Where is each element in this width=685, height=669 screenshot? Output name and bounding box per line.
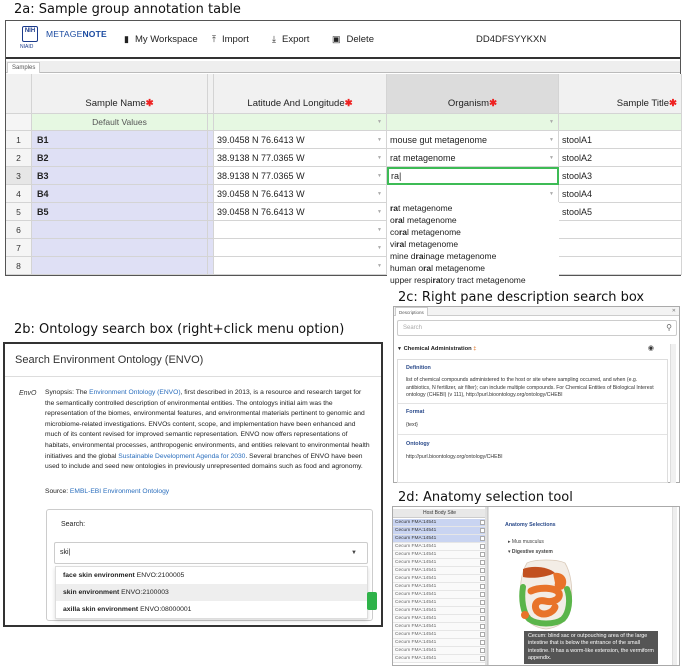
- sdg-link[interactable]: Sustainable Development Agenda for 2030: [118, 452, 246, 460]
- sample-name-cell[interactable]: B2: [32, 149, 208, 167]
- chevron-down-icon: ▼: [377, 245, 382, 251]
- format-text: {text}: [406, 422, 418, 428]
- lat-lon-cell[interactable]: 38.9138 N 77.0365 W ▼: [214, 149, 387, 167]
- toolbar: [6, 21, 680, 59]
- chevron-down-icon: ▼: [377, 209, 382, 215]
- row-number: [6, 114, 32, 131]
- tree-item-mus-musculus[interactable]: ▸ Mus musculus: [508, 539, 544, 545]
- column-header-organism[interactable]: Organism✱: [387, 74, 559, 114]
- ontology-text: http://purl.bioontology.org/ontology/CHEBI: [406, 454, 503, 460]
- sample-name-cell[interactable]: B5: [32, 203, 208, 221]
- section-chemical-administration[interactable]: ▼ Chemical Administration ‡ ◉: [397, 345, 654, 352]
- host-body-site-row[interactable]: Cecum FMA:14541: [393, 607, 486, 615]
- folder-icon: ▮: [124, 34, 129, 44]
- suggestion-item[interactable]: upper respiratory tract metagenome: [390, 275, 526, 285]
- sample-grid: [6, 74, 680, 274]
- submit-button[interactable]: [367, 592, 377, 610]
- definition-label: Definition: [406, 365, 431, 371]
- chevron-down-icon: ▼: [377, 263, 382, 269]
- host-body-site-row[interactable]: Cecum FMA:14541: [393, 551, 486, 559]
- search-container: [46, 509, 373, 621]
- caret-right-icon: ▸: [508, 539, 511, 545]
- nih-logo: NIH: [22, 26, 38, 42]
- lat-lon-cell[interactable]: 38.9138 N 77.0365 W ▼: [214, 167, 387, 185]
- chevron-down-icon: ▼: [377, 137, 382, 143]
- sample-title-cell[interactable]: stoolA5: [559, 203, 682, 221]
- suggestion-item[interactable]: oral metagenome: [390, 215, 457, 225]
- sample-title-cell[interactable]: [559, 257, 682, 275]
- search-label: Search:: [61, 521, 86, 528]
- sample-annotation-table-panel: [5, 20, 681, 285]
- pane-tab-bar: [394, 307, 679, 316]
- host-body-site-row[interactable]: Cecum FMA:14541: [393, 591, 486, 599]
- ontology-option[interactable]: skin environment ENVO:2100003: [56, 584, 367, 601]
- sample-name-cell[interactable]: B4: [32, 185, 208, 203]
- organism-cell[interactable]: mouse gut metagenome ▼: [387, 131, 559, 149]
- row-number[interactable]: 3: [6, 167, 32, 185]
- row-number[interactable]: 5: [6, 203, 32, 221]
- sample-title-cell[interactable]: stoolA1: [559, 131, 682, 149]
- column-header-sample-title[interactable]: Sample Title✱: [559, 74, 682, 114]
- lat-lon-cell[interactable]: [214, 257, 387, 275]
- envo-search-dialog: [3, 342, 383, 627]
- default-values-label: Default Values: [32, 114, 208, 131]
- host-body-site-row[interactable]: Cecum FMA:14541: [393, 647, 486, 655]
- format-label: Format: [406, 409, 425, 415]
- ontology-option[interactable]: axilla skin environment ENVO:08000001: [63, 606, 192, 613]
- row-number[interactable]: 2: [6, 149, 32, 167]
- source-line: Source: EMBL-EBI Environment Ontology: [45, 488, 170, 495]
- sample-title-cell[interactable]: stoolA3: [559, 167, 682, 185]
- sample-title-cell[interactable]: stoolA4: [559, 185, 682, 203]
- host-body-site-row[interactable]: Cecum FMA:14541: [393, 583, 486, 591]
- scrollbar[interactable]: [672, 507, 677, 665]
- chevron-down-icon: ▼: [549, 137, 554, 143]
- host-body-site-row[interactable]: Cecum FMA:14541: [393, 631, 486, 639]
- host-body-site-row[interactable]: Cecum FMA:14541: [393, 623, 486, 631]
- chevron-down-icon: ▼: [549, 155, 554, 161]
- sample-title-cell[interactable]: stoolA2: [559, 149, 682, 167]
- row-number[interactable]: 6: [6, 221, 32, 239]
- corner-cell: [6, 74, 32, 114]
- download-icon: ⤓: [272, 34, 276, 44]
- cecum-tooltip: Cecum: blind sac or outpouching area of the large intestine that is below the entrance of the small intestine. It has a worm-like extension, the vermiform appendix.: [524, 631, 658, 664]
- suggestion-item[interactable]: viral metagenome: [390, 239, 459, 249]
- import-button[interactable]: ⤒ Import: [212, 34, 249, 45]
- organism-edit-input[interactable]: ra|: [387, 167, 559, 185]
- suggestion-item[interactable]: mine drainage metagenome: [390, 251, 497, 261]
- trash-icon: ▣: [332, 34, 341, 44]
- suggestion-item[interactable]: rat metagenome: [390, 203, 453, 213]
- host-body-site-row[interactable]: Cecum FMA:14541: [393, 519, 486, 527]
- host-body-site-row[interactable]: Cecum FMA:14541: [393, 559, 486, 567]
- anatomy-selection-panel: [392, 506, 680, 666]
- my-workspace-button[interactable]: ▮ My Workspace: [124, 34, 198, 45]
- chevron-down-icon: ▼: [377, 173, 382, 179]
- host-body-site-row[interactable]: Cecum FMA:14541: [393, 655, 486, 663]
- panel-c-heading: 2c: Right pane description search box: [398, 290, 645, 305]
- caret-down-icon: ▼: [397, 346, 402, 352]
- row-number[interactable]: 4: [6, 185, 32, 203]
- host-body-site-row[interactable]: Cecum FMA:14541: [393, 543, 486, 551]
- synopsis-text: Synopsis: The Environment Ontology (ENVO), first described in 2013, is a resource and research target for the semantically controlled description of environmental entities. The ontologys initial aim was the representation of the biomes, environmental features, and environmental materials pertinent to genomic and microbiome-related investigations. ENVOs content, scope, and implementation have been enhanced and much of its content revised for improved semantic representation. ENVO now offers representations of habitats, environmental processes, anthropogenic environments, and entities relevant to environmental health initiatives and the global Sustainable Development Agenda for 2030. Several branches of ENVO have been used to include and seed new ontologies in previously unrepresented domains such as food and agronomy.: [45, 389, 370, 471]
- chevron-down-icon[interactable]: ▼: [351, 550, 357, 556]
- sample-name-cell[interactable]: [32, 239, 208, 257]
- divider: [487, 507, 488, 665]
- sheet-tab-bar: [6, 61, 680, 73]
- divider: [398, 403, 667, 404]
- tree-item-digestive-system[interactable]: ▾ Digestive system: [508, 549, 553, 555]
- host-body-site-row[interactable]: Cecum FMA:14541: [393, 599, 486, 607]
- scrollbar[interactable]: [670, 344, 676, 483]
- host-body-site-row[interactable]: Cecum FMA:14541: [393, 527, 486, 535]
- default-sample-title[interactable]: [559, 114, 682, 131]
- sample-name-cell[interactable]: [32, 257, 208, 275]
- sample-name-cell[interactable]: B1: [32, 131, 208, 149]
- column-header-lat-lon[interactable]: Latitude And Longitude✱: [214, 74, 387, 114]
- lat-lon-cell[interactable]: 39.0458 N 76.6413 W ▼: [214, 185, 387, 203]
- row-number[interactable]: 7: [6, 239, 32, 257]
- panel-a-heading: 2a: Sample group annotation table: [14, 2, 241, 17]
- search-results: [55, 566, 368, 619]
- row-number[interactable]: 8: [6, 257, 32, 275]
- envo-logo: EnvO: [19, 390, 37, 397]
- divider: [5, 376, 381, 377]
- host-body-site-row[interactable]: Cecum FMA:14541: [393, 535, 486, 543]
- suggestion-item[interactable]: human oral metagenome: [390, 263, 486, 273]
- digestive-system-illustration[interactable]: [505, 559, 587, 631]
- ontology-search-input[interactable]: ski| ▼: [54, 542, 368, 564]
- suggestion-item[interactable]: coral metagenome: [390, 227, 461, 237]
- source-link[interactable]: EMBL-EBI Environment Ontology: [69, 488, 170, 495]
- ontology-option[interactable]: face skin environment ENVO:2100005: [63, 572, 185, 579]
- panel-d-heading: 2d: Anatomy selection tool: [398, 490, 573, 505]
- chevron-down-icon: ▼: [377, 155, 382, 161]
- panel-b-heading: 2b: Ontology search box (right+click menu option): [14, 322, 345, 337]
- dialog-title: Search Environment Ontology (ENVO): [15, 354, 204, 366]
- chevron-down-icon: ▼: [377, 227, 382, 233]
- metagenote-logo[interactable]: METAGENOTE: [46, 29, 107, 39]
- organism-cell[interactable]: [387, 185, 559, 203]
- definition-text: list of chemical compounds administered to the host or site where sampling occurred, and when (e.g. antibiotics, N fertilizer, air filter); can include multiple compounds. For Chemical Entities of Biological Interest ontology (CHEBI) (v 111), http://purl.bioontology.org/ontology/CHEBI: [406, 377, 654, 399]
- record-id: DD4DFSYYKXN: [476, 34, 547, 45]
- lat-lon-cell[interactable]: 39.0458 N 76.6413 W ▼: [214, 131, 387, 149]
- close-icon[interactable]: ✕: [671, 308, 676, 314]
- organism-cell[interactable]: rat metagenome ▼: [387, 149, 559, 167]
- default-organism[interactable]: [387, 114, 559, 131]
- anatomy-selections-title: Anatomy Selections: [505, 522, 556, 528]
- upload-icon: ⤒: [212, 34, 216, 44]
- row-number[interactable]: 1: [6, 131, 32, 149]
- divider: [398, 434, 667, 435]
- default-lat-lon[interactable]: [214, 114, 387, 131]
- envo-link[interactable]: Environment Ontology (ENVO): [89, 389, 181, 396]
- lat-lon-cell[interactable]: [214, 221, 387, 239]
- host-body-site-row[interactable]: Cecum FMA:14541: [393, 575, 486, 583]
- tab-descriptions[interactable]: Descriptions: [395, 307, 428, 316]
- sample-title-cell[interactable]: [559, 239, 682, 257]
- tab-samples[interactable]: Samples: [7, 62, 40, 73]
- export-button[interactable]: ⤓ Export: [272, 34, 310, 45]
- sample-name-cell[interactable]: B3: [32, 167, 208, 185]
- lat-lon-cell[interactable]: [214, 239, 387, 257]
- delete-button[interactable]: ▣ Delete: [332, 34, 374, 45]
- eye-icon[interactable]: ◉: [647, 345, 654, 352]
- host-body-site-header[interactable]: Host Body Site: [393, 509, 486, 518]
- sample-title-cell[interactable]: [559, 221, 682, 239]
- description-pane: [393, 306, 680, 483]
- ontology-label: Ontology: [406, 441, 430, 447]
- column-header-sample-name[interactable]: Sample Name✱: [32, 74, 208, 114]
- chevron-down-icon: ▼: [549, 119, 554, 125]
- organism-suggestions: [387, 202, 559, 286]
- cecum-shape[interactable]: [521, 611, 529, 619]
- host-body-site-row[interactable]: Cecum FMA:14541: [393, 615, 486, 623]
- sample-name-cell[interactable]: [32, 221, 208, 239]
- description-search-input[interactable]: Search ⚲: [397, 320, 677, 336]
- search-icon[interactable]: ⚲: [666, 323, 672, 332]
- chevron-down-icon: ▼: [549, 191, 554, 197]
- chevron-down-icon: ▼: [377, 191, 382, 197]
- caret-down-icon: ▾: [508, 549, 511, 555]
- description-body: [397, 359, 668, 483]
- lat-lon-cell[interactable]: 39.0458 N 76.6413 W ▼: [214, 203, 387, 221]
- host-body-site-row[interactable]: Cecum FMA:14541: [393, 567, 486, 575]
- niaid-label: NIAID: [20, 44, 34, 50]
- host-body-site-row[interactable]: Cecum FMA:14541: [393, 639, 486, 647]
- chevron-down-icon: ▼: [377, 119, 382, 125]
